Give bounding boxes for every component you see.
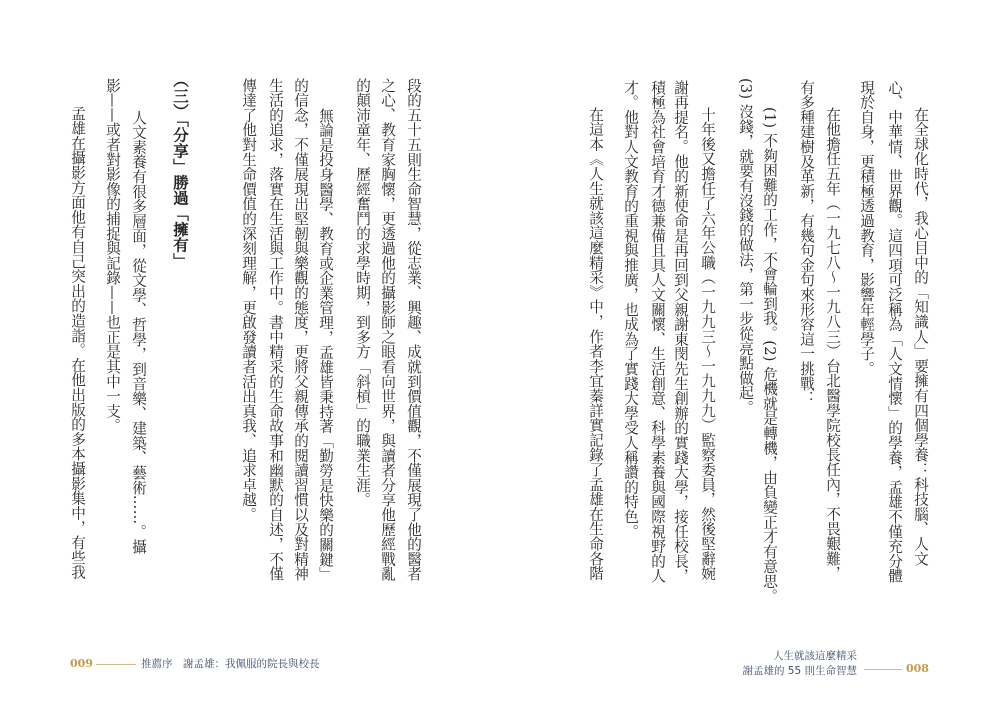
body-line: 的顛沛童年、歷經奮鬥的求學時期，到多方「斜槓」的職業生涯。 [354, 78, 371, 508]
body-line: 生活的追求，落實在生活與工作中。書中精采的生命故事和幽默的自述，不僅 [267, 78, 284, 582]
body-line: 影——或者對影像的捕捉與記錄——也正是其中一支。 [104, 78, 121, 434]
body-line: 的信念，不僅展現出堅韌與樂觀的態度，更將父親傳承的閱讀習慣以及對精神 [292, 78, 309, 582]
body-line: (1) 不夠困難的工作，不會輪到我。(2) 危機就是轉機，由負變正才有意思。 [761, 107, 778, 604]
body-line: 人文素養有很多層面，從文學、哲學，到音樂、建築、藝術……。攝 [130, 110, 147, 554]
body-line: 十年後又擔任了六年公職（一九九三～一九九九）監察委員，然後堅辭婉 [699, 107, 716, 581]
body-line: 現於自身，更積極透過教育，影響年輕學子。 [858, 80, 875, 376]
body-line: 傳達了他對生命價值的深刻理解，更啟發讀者活出真我、追求卓越。 [240, 78, 257, 522]
footer-rule [864, 669, 902, 670]
body-line: 在這本《人生就該這麼精采》中，作者李宜蓁詳實記錄了孟雄在生命各階 [587, 107, 604, 581]
section-heading: （三）「分享」勝過「擁有」 [171, 72, 190, 269]
body-line: (3) 沒錢，就要有沒錢的做法，第一步從亮點做起。 [737, 78, 754, 415]
running-footer-subtitle: 謝孟雄的 55 則生命智慧 [742, 665, 857, 677]
body-line: 心、中華情、世界觀。這四項可泛稱為「人文情懷」的學養，孟雄不僅充分體 [886, 80, 903, 584]
running-footer: 推薦序 謝孟雄：我佩服的院長與校長 [141, 658, 320, 670]
body-line: 無論是投身醫學、教育或企業管理，孟雄皆秉持著「勤勞是快樂的關鍵」 [317, 108, 334, 582]
page-number: 008 [906, 662, 929, 675]
body-line: 在全球化時代，我心目中的「知識人」要擁有四個學養：科技腦、人文 [912, 107, 929, 566]
body-line: 孟雄在攝影方面他有自己突出的造詣。在他出版的多本攝影集中，有些我 [69, 106, 86, 580]
body-line: 積極為社會培育才德兼備且具人文關懷、生活創意、科學素養與國際視野的人 [649, 80, 666, 584]
page-number: 009 [70, 657, 93, 670]
body-line: 有多種建樹及革新，有幾句金句來形容這一挑戰： [798, 80, 815, 406]
body-line: 段的五十五則生命智慧，從志業、興趣、成就到價值觀，不僅展現了他的醫者 [405, 78, 422, 582]
body-line: 謝再提名。他的新使命是再回到父親謝東閔先生創辦的實踐大學，接任校長， [672, 80, 689, 584]
running-footer-title: 人生就該這麼精采 [773, 650, 857, 662]
body-line: 之心、教育家胸懷，更透過他的攝影師之眼看向世界，與讀者分享他歷經戰亂 [379, 78, 396, 582]
body-line: 在他擔任五年（一九七八～一九八三）台北醫學院校長任內，不畏艱難， [824, 107, 841, 581]
body-line: 才。他對人文教育的重視與推廣，也成為了實踐大學受人稱讚的特色。 [622, 80, 639, 539]
